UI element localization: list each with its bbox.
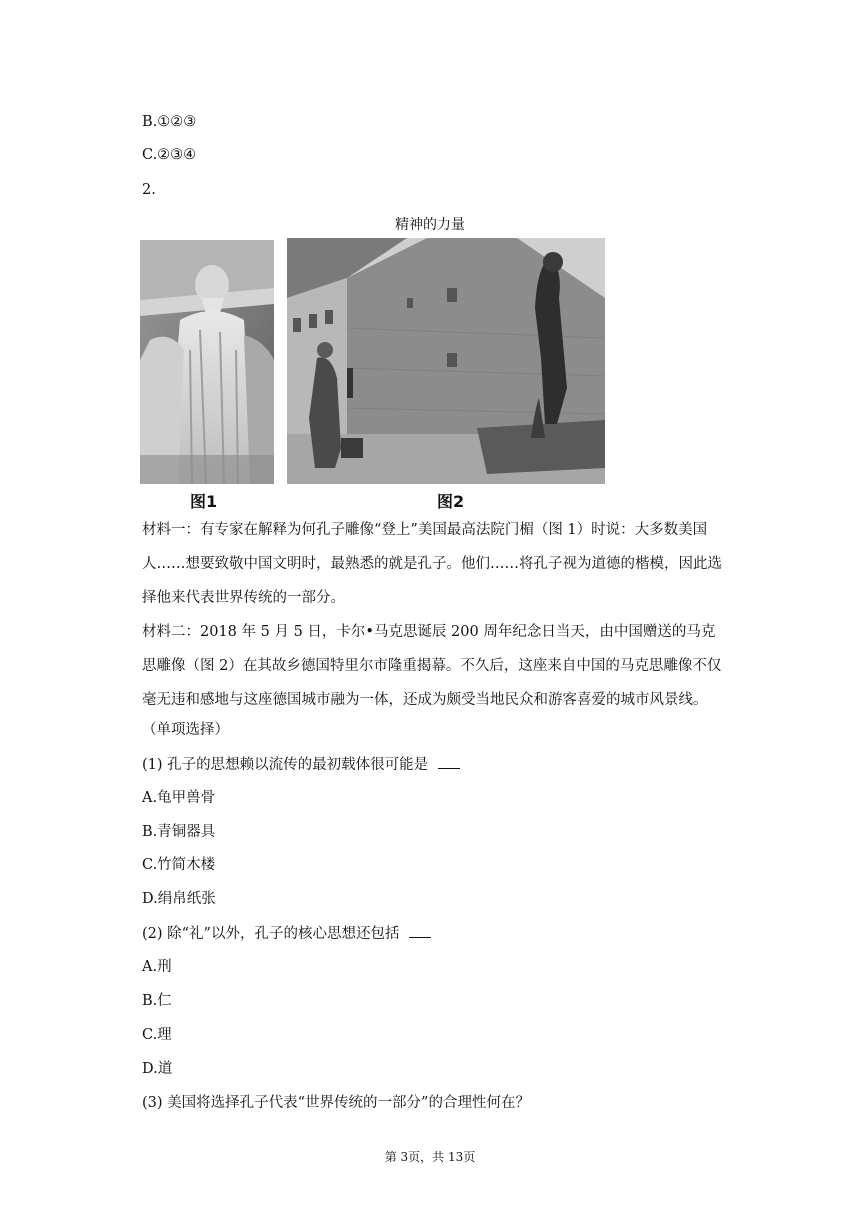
- figure-1-confucius-statue-image: [140, 240, 274, 484]
- figure-1-label: 图1: [190, 492, 218, 511]
- figure-2-label: 图2: [437, 492, 465, 511]
- page-footer: 第 3页，共 13页: [384, 1150, 476, 1164]
- question-number: 2.: [142, 182, 156, 198]
- answer-blank: [409, 923, 431, 938]
- material-two-paragraph: 材料二：2018 年 5 月 5 日，卡尔•马克思诞辰 200 周年纪念日当天，由中国赠送的马克思雕像（图 2）在其故乡德国特里尔市隆重揭幕。不久后，这座来自中国的马克思雕像不仅毫无违和感地与这座德国城市融为一体，还成为颇受当地民众和游客喜爱的城市风景线。: [142, 624, 722, 708]
- subquestion-2-stem: [142, 923, 431, 944]
- subquestion-1-text: (1) 孔子的思想赖以流传的最初载体很可能是: [142, 757, 429, 773]
- subquestion-1-option-a: A.龟甲兽骨: [142, 790, 216, 806]
- subquestion-1-option-c: C.竹简木楼: [142, 857, 216, 873]
- section-note: （单项选择）: [142, 722, 229, 738]
- subquestion-2-option-d: D.道: [142, 1061, 173, 1077]
- figure-title: 精神的力量: [395, 217, 465, 233]
- subquestion-2-option-c: C.理: [142, 1027, 172, 1043]
- subquestion-1-option-d: D.绢帛纸张: [142, 891, 216, 907]
- subquestion-2-text: (2) 除“礼”以外，孔子的核心思想还包括: [142, 926, 400, 942]
- subquestion-1-option-b: B.青铜器具: [142, 824, 216, 840]
- subquestion-1-stem: [142, 754, 460, 775]
- option-b: B.①②③: [142, 114, 197, 130]
- material-one-paragraph: 材料一：有专家在解释为何孔子雕像“登上”美国最高法院门楣（图 1）时说：大多数美国人……想要致敬中国文明时，最熟悉的就是孔子。他们……将孔子视为道德的楷模，因此选择他来代表世界传统的一部分。: [142, 522, 722, 606]
- figure-2-marx-statue-image: [287, 238, 605, 484]
- answer-blank: [438, 754, 460, 769]
- subquestion-3-stem: (3) 美国将选择孔子代表“世界传统的一部分”的合理性何在？: [142, 1095, 530, 1111]
- subquestion-2-option-a: A.刑: [142, 959, 172, 975]
- option-c: C.②③④: [142, 147, 197, 163]
- subquestion-2-option-b: B.仁: [142, 993, 172, 1009]
